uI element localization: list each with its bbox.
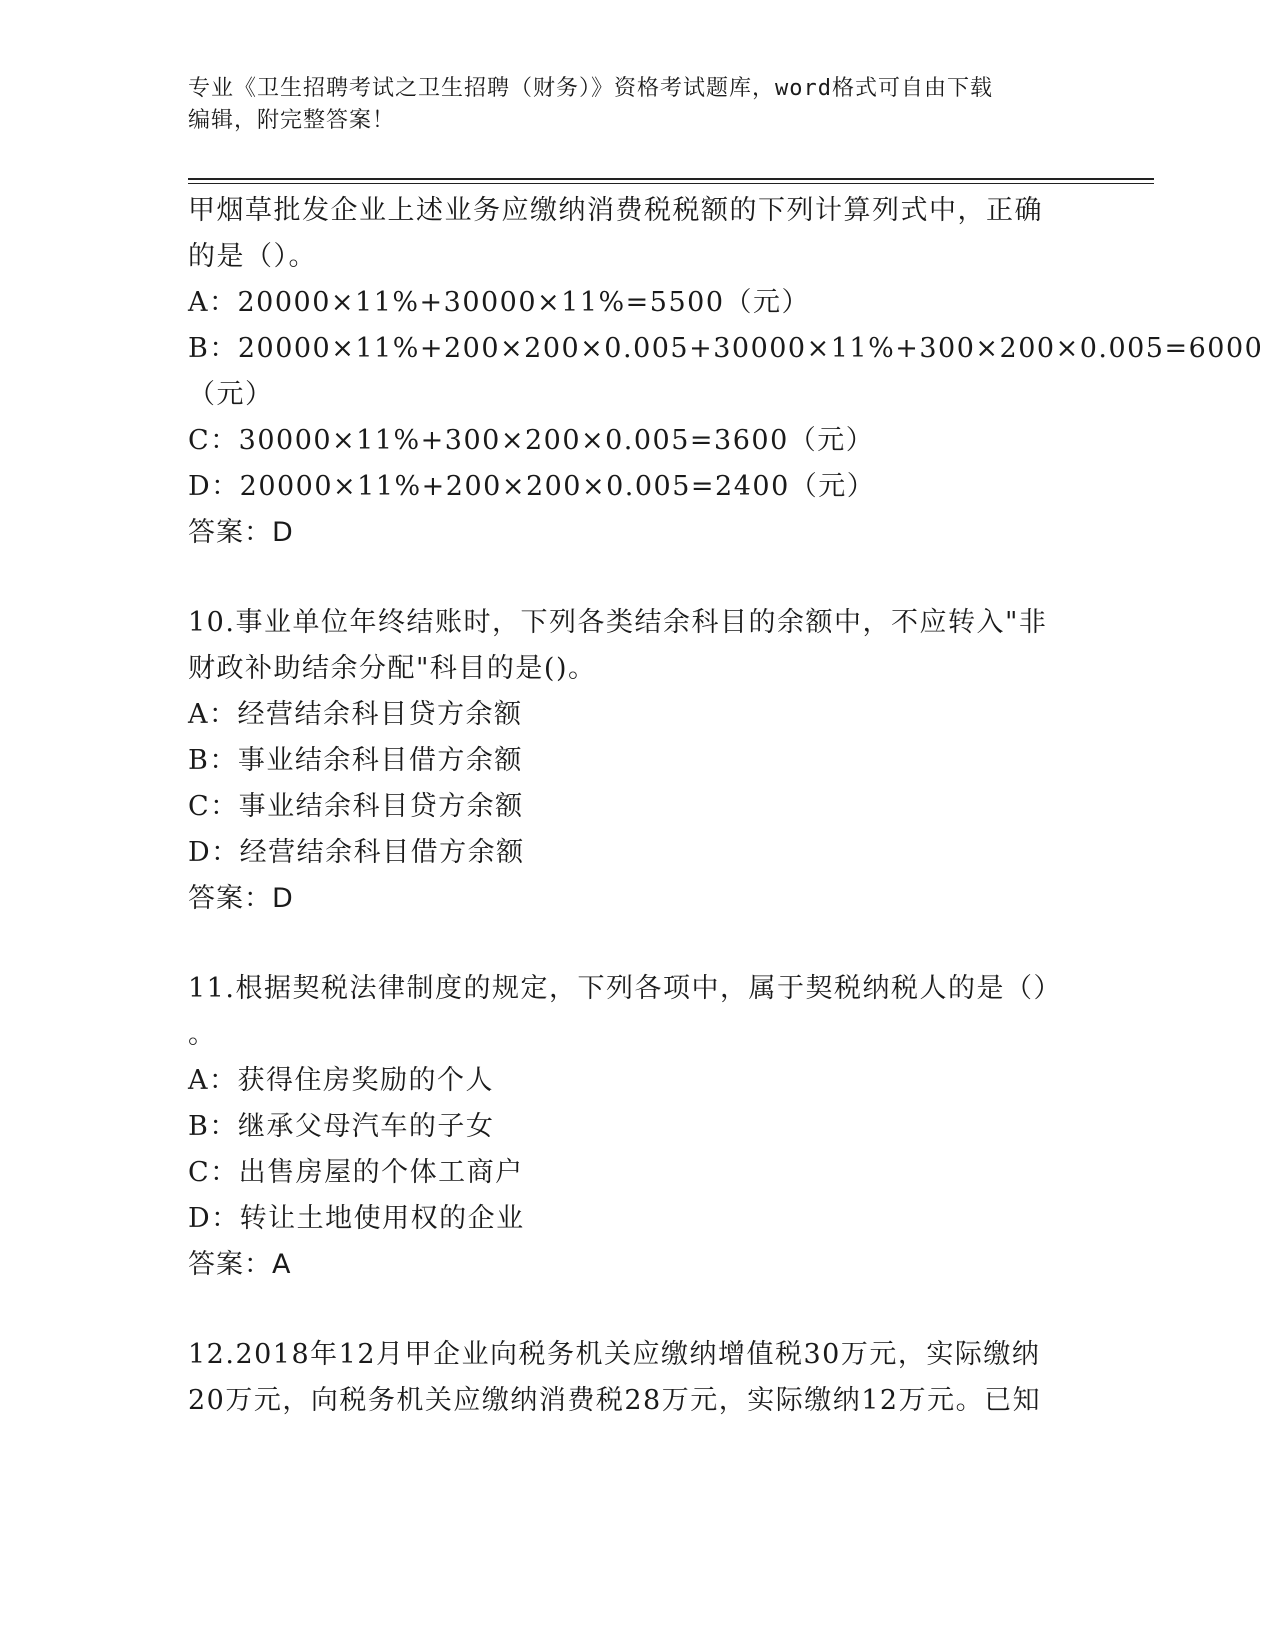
option-d: D：转让土地使用权的企业 bbox=[188, 1203, 525, 1234]
option-c: C：30000×11%+300×200×0.005=3600（元） bbox=[188, 425, 875, 456]
header-line-1: 专业《卫生招聘考试之卫生招聘（财务）》资格考试题库，word格式可自由下载 bbox=[188, 76, 993, 101]
option-a: A：经营结余科目贷方余额 bbox=[188, 699, 523, 730]
question-9 bbox=[188, 188, 1264, 556]
option-b: B：20000×11%+200×200×0.005+30000×11%+300×200×0.005=6000 bbox=[188, 333, 1264, 364]
option-a: A：20000×11%+30000×11%=5500（元） bbox=[188, 287, 811, 318]
question-stem: 20万元，向税务机关应缴纳消费税28万元，实际缴纳12万元。已知 bbox=[188, 1385, 1042, 1416]
question-stem: 的是（）。 bbox=[188, 241, 317, 272]
document-header bbox=[188, 73, 1078, 137]
spacer bbox=[188, 922, 1078, 966]
question-stem: 甲烟草批发企业上述业务应缴纳消费税税额的下列计算列式中，正确 bbox=[188, 195, 1043, 226]
option-b: B：事业结余科目借方余额 bbox=[188, 745, 523, 776]
option-a: A：获得住房奖励的个人 bbox=[188, 1065, 494, 1096]
question-stem: 财政补助结余分配"科目的是()。 bbox=[188, 653, 597, 684]
header-divider-thin bbox=[188, 183, 1154, 184]
option-d: D：经营结余科目借方余额 bbox=[188, 837, 525, 868]
question-stem: 10.事业单位年终结账时，下列各类结余科目的余额中，不应转入"非 bbox=[188, 607, 1048, 638]
option-c: C：事业结余科目贷方余额 bbox=[188, 791, 524, 822]
option-d: D：20000×11%+200×200×0.005=2400（元） bbox=[188, 471, 876, 502]
answer-label: 答案：D bbox=[188, 517, 294, 548]
answer-label: 答案：D bbox=[188, 883, 294, 914]
question-stem: 11.根据契税法律制度的规定，下列各项中，属于契税纳税人的是（） bbox=[188, 973, 1062, 1004]
question-list bbox=[188, 188, 1264, 1424]
question-stem: 。 bbox=[188, 1019, 217, 1050]
answer-label: 答案：A bbox=[188, 1249, 292, 1280]
header-divider-thick bbox=[188, 178, 1154, 180]
question-stem: 12.2018年12月甲企业向税务机关应缴纳增值税30万元，实际缴纳 bbox=[188, 1339, 1041, 1370]
spacer bbox=[188, 556, 1078, 600]
question-12 bbox=[188, 1332, 1078, 1424]
question-11 bbox=[188, 966, 1078, 1288]
option-c: C：出售房屋的个体工商户 bbox=[188, 1157, 524, 1188]
question-10 bbox=[188, 600, 1078, 922]
header-line-2: 编辑，附完整答案！ bbox=[188, 108, 396, 133]
option-b-continued: （元） bbox=[188, 379, 274, 410]
option-b: B：继承父母汽车的子女 bbox=[188, 1111, 495, 1142]
spacer bbox=[188, 1288, 1078, 1332]
